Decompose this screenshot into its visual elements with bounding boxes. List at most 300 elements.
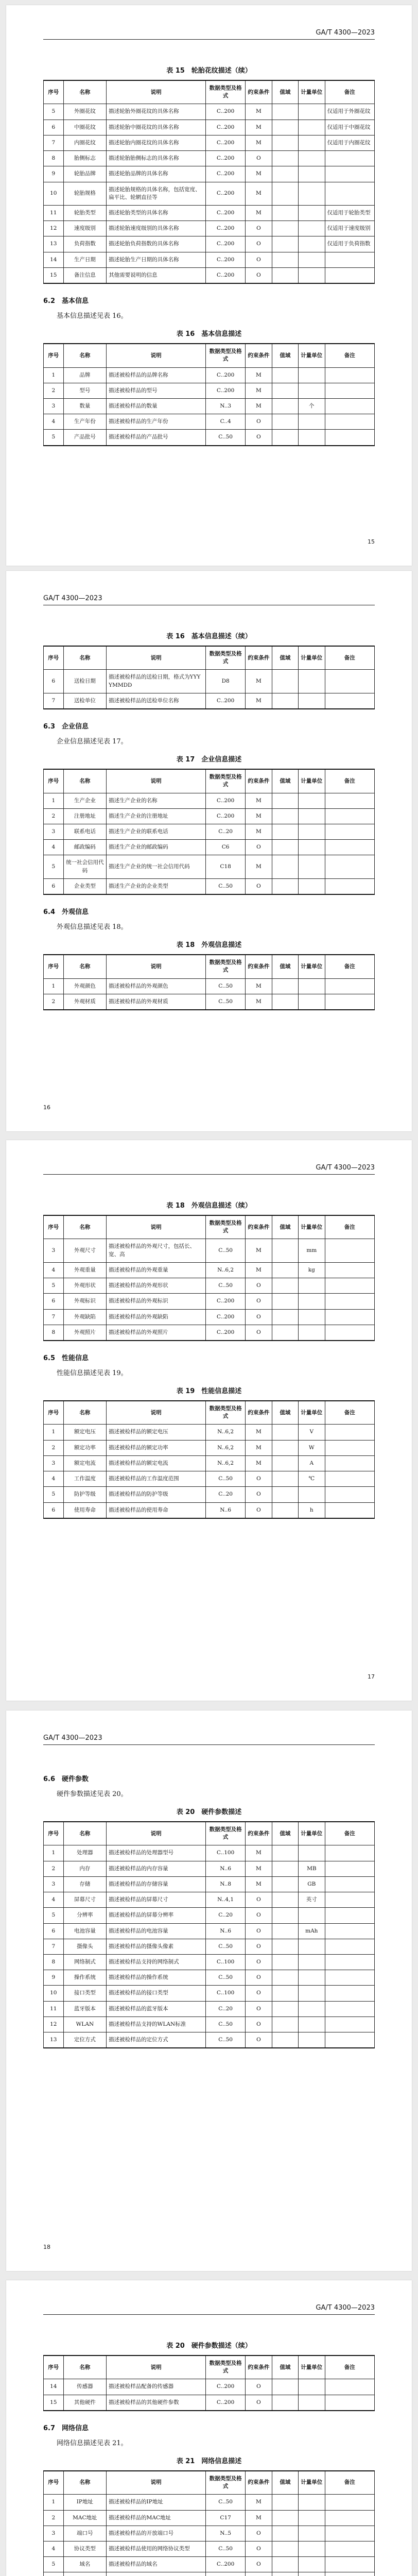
table-row <box>44 120 375 135</box>
table-cell: C..20 <box>206 824 246 839</box>
table-cell <box>325 808 374 824</box>
table-cell: C..200 <box>206 221 246 236</box>
page-number: 16 <box>43 1104 50 1111</box>
table-cell <box>299 2572 325 2576</box>
table-cell: 7 <box>44 1309 64 1325</box>
table-cell <box>325 1876 374 1892</box>
table-cell: 描述轮胎内圈花纹的具体名称 <box>107 135 206 150</box>
table-cell <box>272 221 298 236</box>
column-header: 说明 <box>107 80 206 104</box>
table-cell: C..200 <box>206 104 246 120</box>
table-header-row <box>44 2355 375 2379</box>
table-cell <box>272 1239 298 1262</box>
table-cell: D8 <box>206 670 246 693</box>
column-header: 备注 <box>325 1215 374 1239</box>
column-header: 值域 <box>272 80 298 104</box>
table-row <box>44 1294 375 1309</box>
table-cell: 描述被检样品的使用寿命 <box>107 1502 206 1518</box>
column-header: 计量单位 <box>299 955 325 978</box>
table-cell: 描述被检样品的品牌名称 <box>107 367 206 383</box>
table-cell <box>325 2395 374 2411</box>
table-cell: 描述轮胎品牌的具体名称 <box>107 166 206 182</box>
table-header-row <box>44 1822 375 1845</box>
table-row <box>44 135 375 150</box>
table-caption: 表 18 外观信息描述 <box>176 941 242 950</box>
column-header: 值域 <box>272 646 298 670</box>
table-cell <box>272 151 298 166</box>
table-cell: 4 <box>44 1471 64 1487</box>
column-header: 约束条件 <box>246 2471 272 2495</box>
table-cell: O <box>246 1970 272 1986</box>
table-cell <box>299 414 325 430</box>
column-header: 数据类型及格式 <box>206 1822 246 1845</box>
table-cell: 描述被检样品的处理器型号 <box>107 1845 206 1861</box>
table-cell: 13 <box>44 236 64 252</box>
table-row <box>44 166 375 182</box>
table-cell <box>325 1425 374 1440</box>
table-cell: O <box>246 252 272 267</box>
table-cell: 仅适用于负荷指数 <box>325 236 374 252</box>
table-cell <box>299 2379 325 2395</box>
table-cell: 1 <box>44 367 64 383</box>
table-cell: 4 <box>44 1892 64 1908</box>
page-number: 18 <box>43 2244 50 2250</box>
table-cell <box>272 1892 298 1908</box>
table-cell <box>325 1239 374 1262</box>
column-header: 说明 <box>107 1822 206 1845</box>
table-cell: 8 <box>44 1325 64 1341</box>
table-cell: C..200 <box>206 166 246 182</box>
table-cell <box>325 2572 374 2576</box>
document-page <box>6 1710 412 2271</box>
table-cell <box>325 182 374 205</box>
table-cell: N..6 <box>206 1861 246 1876</box>
table-cell: 描述被检样品的数量 <box>107 398 206 414</box>
section-heading: 6.5 性能信息 <box>43 1354 89 1362</box>
page-header <box>43 595 375 606</box>
table-cell <box>272 414 298 430</box>
table-cell: 外观标识 <box>63 1294 107 1309</box>
table-cell: 品牌 <box>63 367 107 383</box>
table-row <box>44 1325 375 1341</box>
table-cell: M <box>246 383 272 398</box>
table-cell: N..8 <box>206 1876 246 1892</box>
table-cell: M <box>246 1262 272 1278</box>
table-cell <box>272 2395 298 2411</box>
table-cell: 工作温度 <box>63 1471 107 1487</box>
table-cell <box>272 205 298 221</box>
section-heading: 6.6 硬件参数 <box>43 1775 89 1783</box>
table-cell: O <box>246 2016 272 2032</box>
table-cell: 描述被检样品使用的网络协议类型 <box>107 2541 206 2556</box>
table-cell <box>325 1970 374 1986</box>
table-cell: 轮胎类型 <box>63 205 107 221</box>
table-cell: 14 <box>44 2379 64 2395</box>
table-cell: C..200 <box>206 2395 246 2411</box>
table-cell: V <box>299 1425 325 1440</box>
table-row <box>44 824 375 839</box>
standard-code: GA/T 4300—2023 <box>316 1164 375 1172</box>
table-cell: 外圈花纹 <box>63 104 107 120</box>
table-cell <box>325 1986 374 2001</box>
table-cell: M <box>246 994 272 1010</box>
table-cell: 联系电话 <box>63 824 107 839</box>
data-table <box>43 2470 375 2576</box>
table-cell <box>325 1309 374 1325</box>
column-header: 约束条件 <box>246 2355 272 2379</box>
column-header: 名称 <box>63 80 107 104</box>
table-row <box>44 252 375 267</box>
table-caption: 表 16 基本信息描述 <box>176 330 242 338</box>
table-cell <box>299 2032 325 2048</box>
table-cell <box>272 855 298 878</box>
column-header: 数据类型及格式 <box>206 955 246 978</box>
section-heading: 6.3 企业信息 <box>43 723 89 731</box>
column-header: 序号 <box>44 2471 64 2495</box>
table-cell: 描述轮胎规格的具体名称，包括宽度、扁平比、轮辋直径等 <box>107 182 206 205</box>
table-cell: 4 <box>44 840 64 855</box>
table-cell <box>325 1939 374 1954</box>
table-cell <box>272 824 298 839</box>
standard-code: GA/T 4300—2023 <box>43 1734 102 1742</box>
column-header: 数据类型及格式 <box>206 1401 246 1425</box>
table-cell: C..20 <box>206 1487 246 1502</box>
data-table <box>43 1821 375 2048</box>
table-row <box>44 398 375 414</box>
table-cell <box>325 430 374 446</box>
table-cell <box>272 430 298 446</box>
table-cell <box>299 2557 325 2572</box>
table-cell <box>325 1954 374 1970</box>
table-caption: 表 20 硬件参数描述 <box>176 1808 242 1816</box>
table-cell: O <box>246 2541 272 2556</box>
column-header: 名称 <box>63 646 107 670</box>
table-cell: 3 <box>44 1455 64 1471</box>
table-cell: 中圈花纹 <box>63 120 107 135</box>
page-content <box>43 622 375 1010</box>
table-cell: MB <box>299 1861 325 1876</box>
table-cell <box>272 182 298 205</box>
table-cell: 仅适用于轮胎类型 <box>325 205 374 221</box>
table-row <box>44 2379 375 2395</box>
table-cell: C..200 <box>206 252 246 267</box>
table-cell: O <box>246 1892 272 1908</box>
table-cell: 6 <box>44 120 64 135</box>
column-header: 数据类型及格式 <box>206 80 246 104</box>
table-cell: 7 <box>44 693 64 709</box>
table-cell: 13 <box>44 2032 64 2048</box>
column-header: 序号 <box>44 2355 64 2379</box>
table-cell: 描述被检样品的外观缺陷 <box>107 1309 206 1325</box>
table-cell <box>299 1986 325 2001</box>
table-cell: 仅适用于中圈花纹 <box>325 120 374 135</box>
table-cell: 网络制式 <box>63 1954 107 1970</box>
column-header: 约束条件 <box>246 1401 272 1425</box>
table-cell: C..200 <box>206 1325 246 1341</box>
table-cell: 电池容量 <box>63 1923 107 1939</box>
table-row <box>44 2557 375 2572</box>
table-cell: N..3 <box>206 398 246 414</box>
table-cell: 摄像头 <box>63 1939 107 1954</box>
table-header-row <box>44 80 375 104</box>
table-cell: C..100 <box>206 1954 246 1970</box>
table-cell: M <box>246 670 272 693</box>
table-cell: 外观颜色 <box>63 978 107 994</box>
table-cell: 描述被检样品的外观颜色 <box>107 978 206 994</box>
table-cell <box>325 978 374 994</box>
table-cell: C..50 <box>206 1970 246 1986</box>
column-header: 值域 <box>272 955 298 978</box>
table-cell: A <box>299 1455 325 1471</box>
page-content <box>43 1192 375 1519</box>
table-cell: 描述被检样品的开放端口号 <box>107 2526 206 2541</box>
table-cell: C..200 <box>206 120 246 135</box>
section-heading: 6.7 网络信息 <box>43 2424 89 2432</box>
table-cell: O <box>246 414 272 430</box>
data-table <box>43 954 375 1010</box>
table-cell <box>272 978 298 994</box>
table-row <box>44 367 375 383</box>
table-cell: 端口号 <box>63 2526 107 2541</box>
table-cell: O <box>246 236 272 252</box>
table-cell <box>325 793 374 808</box>
table-cell: 描述被检样品的电池容量 <box>107 1923 206 1939</box>
table-cell: C..200 <box>206 1294 246 1309</box>
table-cell: W <box>299 1440 325 1455</box>
table-cell: C..50 <box>206 994 246 1010</box>
table-cell: M <box>246 182 272 205</box>
column-header: 计量单位 <box>299 769 325 793</box>
table-cell <box>272 1471 298 1487</box>
table-cell <box>299 1954 325 1970</box>
table-cell: O <box>246 1294 272 1309</box>
table-cell: 2 <box>44 383 64 398</box>
table-cell: O <box>246 1502 272 1518</box>
table-cell: C..50 <box>206 2495 246 2510</box>
table-cell <box>299 2016 325 2032</box>
table-cell <box>325 670 374 693</box>
table-row <box>44 1440 375 1455</box>
table-header-row <box>44 646 375 670</box>
table-cell <box>272 693 298 709</box>
column-header: 数据类型及格式 <box>206 646 246 670</box>
table-row <box>44 2395 375 2411</box>
column-header: 数据类型及格式 <box>206 344 246 367</box>
column-header: 备注 <box>325 80 374 104</box>
table-cell <box>272 104 298 120</box>
table-cell <box>44 2572 64 2576</box>
column-header: 约束条件 <box>246 769 272 793</box>
table-cell <box>325 1325 374 1341</box>
table-cell: C..200 <box>206 182 246 205</box>
table-header-row <box>44 1215 375 1239</box>
table-cell: 描述生产企业的联系电话 <box>107 824 206 839</box>
table-cell: 防护等级 <box>63 1487 107 1502</box>
column-header: 约束条件 <box>246 646 272 670</box>
table-cell: 2 <box>44 1440 64 1455</box>
table-cell: C..200 <box>206 267 246 283</box>
column-header: 计量单位 <box>299 80 325 104</box>
column-header: 序号 <box>44 1215 64 1239</box>
table-cell <box>325 1455 374 1471</box>
table-row <box>44 430 375 446</box>
column-header: 说明 <box>107 769 206 793</box>
table-cell: M <box>246 104 272 120</box>
table-cell: O <box>246 1939 272 1954</box>
table-cell: IP地址 <box>63 2495 107 2510</box>
column-header: 说明 <box>107 955 206 978</box>
table-cell: 仅适用于速度级别 <box>325 221 374 236</box>
table-cell: 1 <box>44 1845 64 1861</box>
table-cell: 2 <box>44 1861 64 1876</box>
table-cell: 4 <box>44 414 64 430</box>
table-cell <box>325 824 374 839</box>
column-header: 约束条件 <box>246 1215 272 1239</box>
table-cell <box>299 878 325 894</box>
table-cell: 描述被检样品的摄像头像素 <box>107 1939 206 1954</box>
table-cell: 6 <box>44 878 64 894</box>
table-cell: MAC地址 <box>63 2510 107 2526</box>
table-cell <box>325 267 374 283</box>
table-cell: M <box>246 1440 272 1455</box>
table-cell: 1 <box>44 2495 64 2510</box>
table-cell: 英寸 <box>299 1892 325 1908</box>
table-cell <box>272 1325 298 1341</box>
table-cell <box>246 2572 272 2576</box>
page-content <box>43 57 375 446</box>
table-cell <box>299 135 325 150</box>
table-cell: 描述被检样品的额定功率 <box>107 1440 206 1455</box>
table-cell: M <box>246 120 272 135</box>
table-row <box>44 670 375 693</box>
table-cell: GB <box>299 1876 325 1892</box>
table-cell: 描述被检样品支持的WLAN标准 <box>107 2016 206 2032</box>
table-cell: 描述轮胎生产日期的具体名称 <box>107 252 206 267</box>
table-cell: 3 <box>44 1876 64 1892</box>
table-cell: 5 <box>44 430 64 446</box>
table-cell <box>299 1309 325 1325</box>
table-row <box>44 236 375 252</box>
table-cell <box>272 808 298 824</box>
table-cell: C..200 <box>206 135 246 150</box>
page-number: 17 <box>368 1673 375 1680</box>
table-cell <box>272 994 298 1010</box>
body-paragraph: 基本信息描述见表 16。 <box>57 312 128 320</box>
table-cell: 6 <box>44 670 64 693</box>
table-cell <box>272 383 298 398</box>
table-cell <box>272 1939 298 1954</box>
table-cell <box>272 670 298 693</box>
table-row <box>44 2016 375 2032</box>
table-cell: M <box>246 855 272 878</box>
table-cell: 描述生产企业的注册地址 <box>107 808 206 824</box>
page-header <box>43 1734 375 1745</box>
table-cell: 1 <box>44 793 64 808</box>
table-cell: 屏幕尺寸 <box>63 1892 107 1908</box>
table-cell: 15 <box>44 2395 64 2411</box>
table-cell: 5 <box>44 1278 64 1294</box>
table-cell: 其他硬件 <box>63 2395 107 2411</box>
table-cell: 描述被检样品的MAC地址 <box>107 2510 206 2526</box>
table-cell <box>325 840 374 855</box>
table-cell: 2 <box>44 2510 64 2526</box>
table-cell: 额定功率 <box>63 1440 107 1455</box>
data-table <box>43 343 375 446</box>
table-cell <box>325 855 374 878</box>
table-cell: C..50 <box>206 2541 246 2556</box>
table-cell: 描述轮胎中圈花纹的具体名称 <box>107 120 206 135</box>
table-cell: O <box>246 2032 272 2048</box>
table-cell: 协议类型 <box>63 2541 107 2556</box>
table-row <box>44 2510 375 2526</box>
table-cell: C..20 <box>206 1908 246 1923</box>
table-cell <box>272 2016 298 2032</box>
column-header: 值域 <box>272 769 298 793</box>
table-cell <box>272 1923 298 1939</box>
table-cell: 负荷指数 <box>63 236 107 252</box>
table-cell: 5 <box>44 1487 64 1502</box>
table-row <box>44 693 375 709</box>
table-cell: O <box>246 1325 272 1341</box>
table-cell: N..5 <box>206 2526 246 2541</box>
table-cell: 5 <box>44 855 64 878</box>
table-cell: 描述被检样品的额定电流 <box>107 1455 206 1471</box>
table-cell <box>272 1262 298 1278</box>
table-cell: M <box>246 1876 272 1892</box>
table-row <box>44 1892 375 1908</box>
table-cell <box>272 135 298 150</box>
table-cell: 外观形状 <box>63 1278 107 1294</box>
table-cell: 描述被检样品的域名 <box>107 2557 206 2572</box>
table-row <box>44 855 375 878</box>
table-cell: 描述生产企业的邮政编码 <box>107 840 206 855</box>
table-cell <box>325 166 374 182</box>
table-cell <box>299 994 325 1010</box>
table-cell: WLAN <box>63 2016 107 2032</box>
table-cell: 描述被检样品的接口类型 <box>107 1986 206 2001</box>
table-caption: 表 16 基本信息描述（续） <box>166 633 252 640</box>
table-cell: 外观照片 <box>63 1325 107 1341</box>
data-table <box>43 80 375 284</box>
table-cell: 描述被检样品的屏幕尺寸 <box>107 1892 206 1908</box>
table-cell: 描述被检样品的屏幕分辨率 <box>107 1908 206 1923</box>
table-cell: C..50 <box>206 1939 246 1954</box>
table-cell <box>325 2001 374 2016</box>
table-cell <box>325 1845 374 1861</box>
table-cell: O <box>246 2379 272 2395</box>
table-cell <box>299 670 325 693</box>
table-cell: O <box>246 430 272 446</box>
column-header: 数据类型及格式 <box>206 1215 246 1239</box>
data-table <box>43 1215 375 1341</box>
column-header: 计量单位 <box>299 646 325 670</box>
table-cell: C..200 <box>206 793 246 808</box>
table-cell: 描述轮胎负荷指数的具体名称 <box>107 236 206 252</box>
table-cell: C..50 <box>206 1278 246 1294</box>
table-cell <box>299 824 325 839</box>
table-row <box>44 1908 375 1923</box>
table-cell <box>272 166 298 182</box>
table-row <box>44 978 375 994</box>
table-cell: 胎侧标志 <box>63 151 107 166</box>
table-cell: 9 <box>44 166 64 182</box>
table-cell <box>272 1487 298 1502</box>
column-header: 名称 <box>63 2471 107 2495</box>
table-cell: O <box>246 2526 272 2541</box>
table-cell: 统一社会信用代码 <box>63 855 107 878</box>
column-header: 数据类型及格式 <box>206 769 246 793</box>
column-header: 名称 <box>63 1822 107 1845</box>
